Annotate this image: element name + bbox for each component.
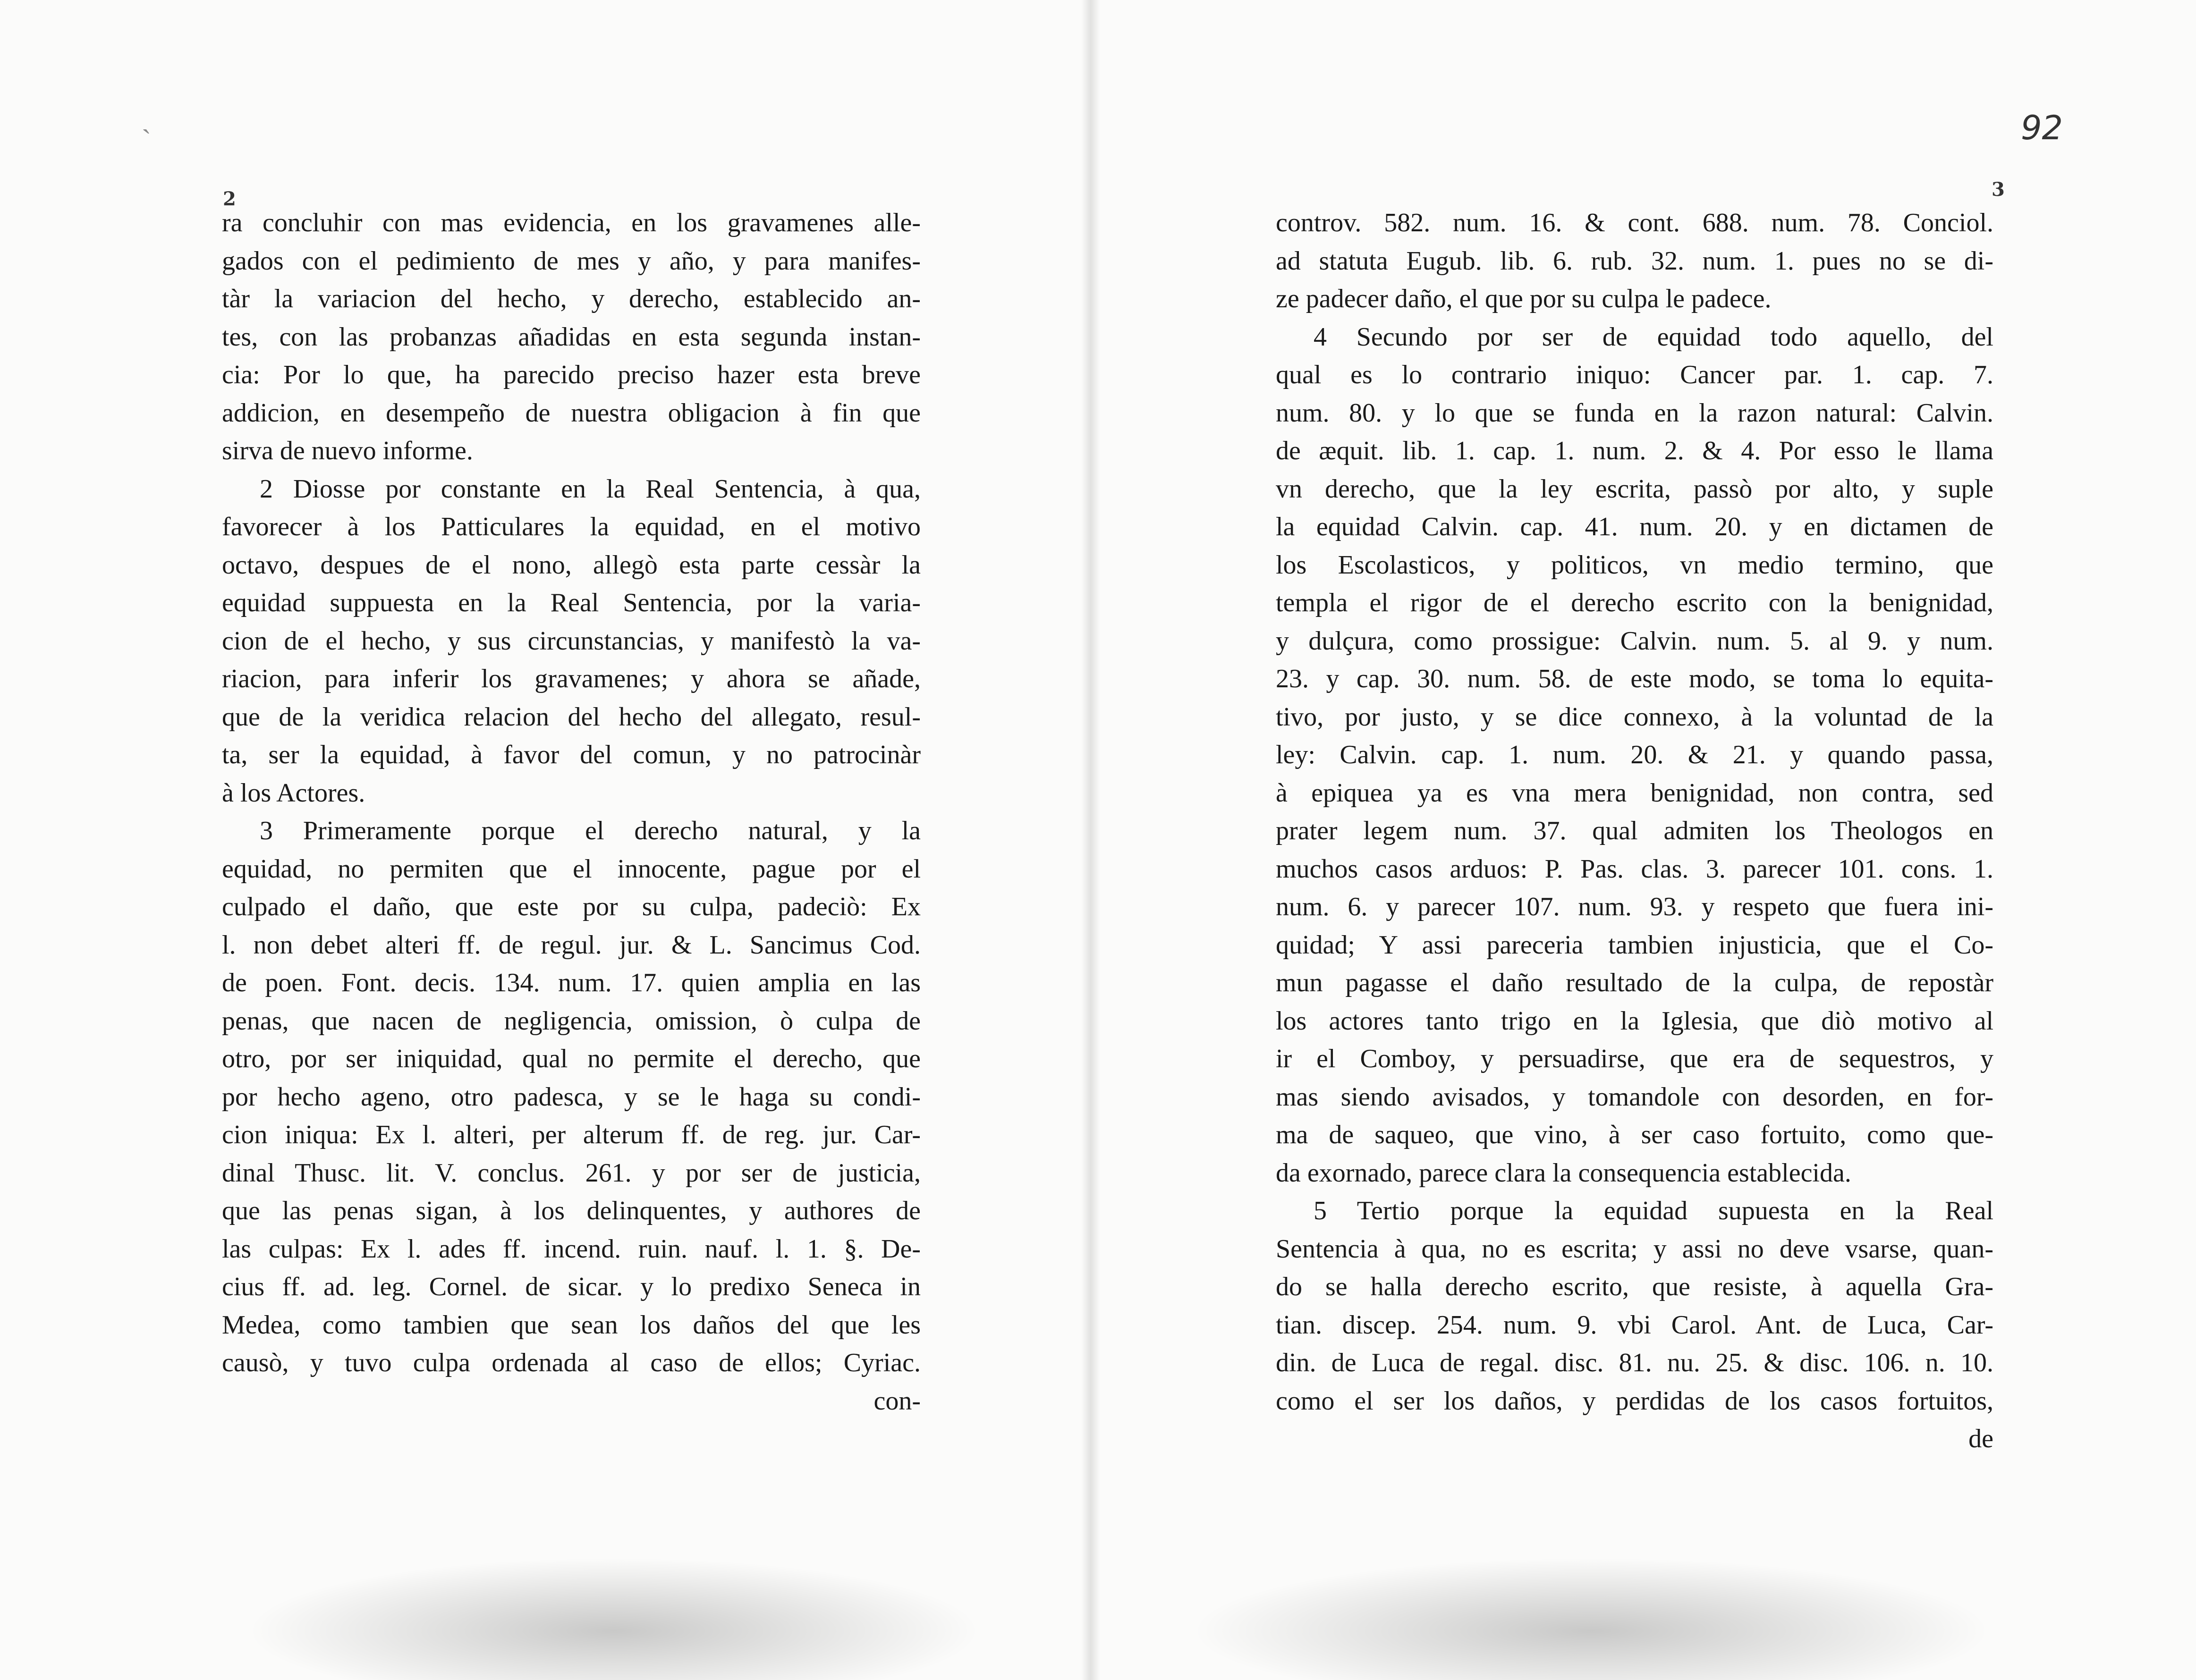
text-line: culpado el daño, que este por su culpa, padeciò: Ex xyxy=(222,892,921,921)
text-line: como el ser los daños, y perdidas de los casos fortuitos, xyxy=(1276,1386,1993,1416)
text-line: de æquit. lib. 1. cap. 1. num. 2. & 4. Por esso le llama xyxy=(1276,436,1993,465)
text-line: favorecer à los Patticulares la equidad, en el motivo xyxy=(222,512,921,541)
right-signature: 3 xyxy=(1992,178,2005,201)
text-line: tàr la variacion del hecho, y derecho, establecido an- xyxy=(222,284,921,313)
text-line: ma de saqueo, que vino, à ser caso fortuito, como que- xyxy=(1276,1120,1993,1149)
left-page xyxy=(0,0,1086,1680)
text-line: equidad, no permiten que el innocente, pague por el xyxy=(222,854,921,884)
right-page-text xyxy=(1276,204,1993,1458)
text-line: mun pagasse el daño resultado de la culpa, de repostàr xyxy=(1276,968,1993,997)
text-line: Medea, como tambien que sean los daños del que les xyxy=(222,1310,921,1340)
text-line: 2 Diosse por constante en la Real Sentencia, à qua, xyxy=(260,474,921,504)
text-line: cia: Por lo que, ha parecido preciso hazer esta breve xyxy=(222,360,921,389)
text-line: tes, con las probanzas añadidas en esta segunda instan- xyxy=(222,322,921,352)
text-line: 4 Secundo por ser de equidad todo aquello, del xyxy=(1314,322,1993,352)
text-line: ad statuta Eugub. lib. 6. rub. 32. num. 1. pues no se di- xyxy=(1276,246,1993,276)
text-line: muchos casos arduos: P. Pas. clas. 3. parecer 101. cons. 1. xyxy=(1276,854,1993,884)
left-signature: 2 xyxy=(223,188,236,210)
text-line: gados con el pedimiento de mes y año, y para manifes- xyxy=(222,246,921,276)
text-line: num. 6. y parecer 107. num. 93. y respeto que fuera ini- xyxy=(1276,892,1993,921)
text-line: à los Actores. xyxy=(222,778,365,808)
text-line: dinal Thusc. lit. V. conclus. 261. y por ser de justicia, xyxy=(222,1158,921,1188)
text-line: que las penas sigan, à los delinquentes, y authores de xyxy=(222,1196,921,1225)
text-line: sirva de nuevo informe. xyxy=(222,436,473,465)
text-line: ra concluhir con mas evidencia, en los gravamenes alle- xyxy=(222,208,921,237)
text-line: equidad suppuesta en la Real Sentencia, por la varia- xyxy=(222,588,921,617)
text-line: tivo, por justo, y se dice connexo, à la voluntad de la xyxy=(1276,702,1993,732)
text-line: con- xyxy=(873,1386,921,1416)
text-line: addicion, en desempeño de nuestra obligacion à fin que xyxy=(222,398,921,428)
text-line: 23. y cap. 30. num. 58. de este modo, se toma lo equita- xyxy=(1276,664,1993,693)
text-line: las culpas: Ex l. ades ff. incend. ruin. nauf. l. 1. §. De- xyxy=(222,1234,921,1264)
text-line: los Escolasticos, y politicos, vn medio termino, que xyxy=(1276,550,1993,580)
text-line: otro, por ser iniquidad, qual no permite el derecho, que xyxy=(222,1044,921,1073)
text-line: la equidad Calvin. cap. 41. num. 20. y en dictamen de xyxy=(1276,512,1993,541)
text-line: vn derecho, que la ley escrita, passò por alto, y suple xyxy=(1276,474,1993,504)
text-line: à epiquea ya es vna mera benignidad, non contra, sed xyxy=(1276,778,1993,808)
text-line: de xyxy=(1968,1424,1993,1453)
text-line: ze padecer daño, el que por su culpa le padece. xyxy=(1276,284,1772,313)
text-line: din. de Luca de regal. disc. 81. nu. 25. & disc. 106. n. 10. xyxy=(1276,1348,1993,1377)
page-smudge xyxy=(1190,1557,1993,1680)
text-line: da exornado, parece clara la consequencia establecida. xyxy=(1276,1158,1851,1188)
text-line: cion de el hecho, y sus circunstancias, y manifestò la va- xyxy=(222,626,921,656)
text-line: y dulçura, como prossigue: Calvin. num. 5. al 9. y num. xyxy=(1276,626,1993,656)
text-line: ir el Comboy, y persuadirse, que era de sequestros, y xyxy=(1276,1044,1993,1073)
text-line: l. non debet alteri ff. de regul. jur. & L. Sancimus Cod. xyxy=(222,930,921,960)
left-page-text xyxy=(222,204,921,1420)
text-line: los actores tanto trigo en la Iglesia, que diò motivo al xyxy=(1276,1006,1993,1036)
text-line: prater legem num. 37. qual admiten los Theologos en xyxy=(1276,816,1993,845)
folio-number: 92 xyxy=(2021,109,2063,147)
page-smudge xyxy=(246,1557,982,1680)
text-line: causò, y tuvo culpa ordenada al caso de ellos; Cyriac. xyxy=(222,1348,921,1377)
text-line: de poen. Font. decis. 134. num. 17. quien amplia en las xyxy=(222,968,921,997)
text-line: octavo, despues de el nono, allegò esta parte cessàr la xyxy=(222,550,921,580)
text-line: templa el rigor de el derecho escrito con la benignidad, xyxy=(1276,588,1993,617)
text-line: mas siendo avisados, y tomandole con desorden, en for- xyxy=(1276,1082,1993,1112)
text-line: do se halla derecho escrito, que resiste, à aquella Gra- xyxy=(1276,1272,1993,1301)
text-line: que de la veridica relacion del hecho del allegato, resul- xyxy=(222,702,921,732)
text-line: qual es lo contrario iniquo: Cancer par. 1. cap. 7. xyxy=(1276,360,1993,389)
text-line: controv. 582. num. 16. & cont. 688. num. 78. Conciol. xyxy=(1276,208,1993,237)
text-line: quidad; Y assi pareceria tambien injusticia, que el Co- xyxy=(1276,930,1993,960)
text-line: tian. discep. 254. num. 9. vbi Carol. Ant. de Luca, Car- xyxy=(1276,1310,1993,1340)
text-line: cion iniqua: Ex l. alteri, per alterum ff. de reg. jur. Car- xyxy=(222,1120,921,1149)
ink-mark: ˎ xyxy=(142,101,151,135)
text-line: cius ff. ad. leg. Cornel. de sicar. y lo predixo Seneca in xyxy=(222,1272,921,1301)
right-page xyxy=(1095,0,2196,1680)
text-line: 5 Tertio porque la equidad supuesta en la Real xyxy=(1314,1196,1993,1225)
text-line: por hecho ageno, otro padesca, y se le haga su condi- xyxy=(222,1082,921,1112)
text-line: riacion, para inferir los gravamenes; y ahora se añade, xyxy=(222,664,921,693)
text-line: 3 Primeramente porque el derecho natural, y la xyxy=(260,816,921,845)
text-line: penas, que nacen de negligencia, omission, ò culpa de xyxy=(222,1006,921,1036)
text-line: Sentencia à qua, no es escrita; y assi no deve vsarse, quan- xyxy=(1276,1234,1993,1264)
text-line: num. 80. y lo que se funda en la razon natural: Calvin. xyxy=(1276,398,1993,428)
text-line: ley: Calvin. cap. 1. num. 20. & 21. y quando passa, xyxy=(1276,740,1993,769)
text-line: ta, ser la equidad, à favor del comun, y no patrocinàr xyxy=(222,740,921,769)
